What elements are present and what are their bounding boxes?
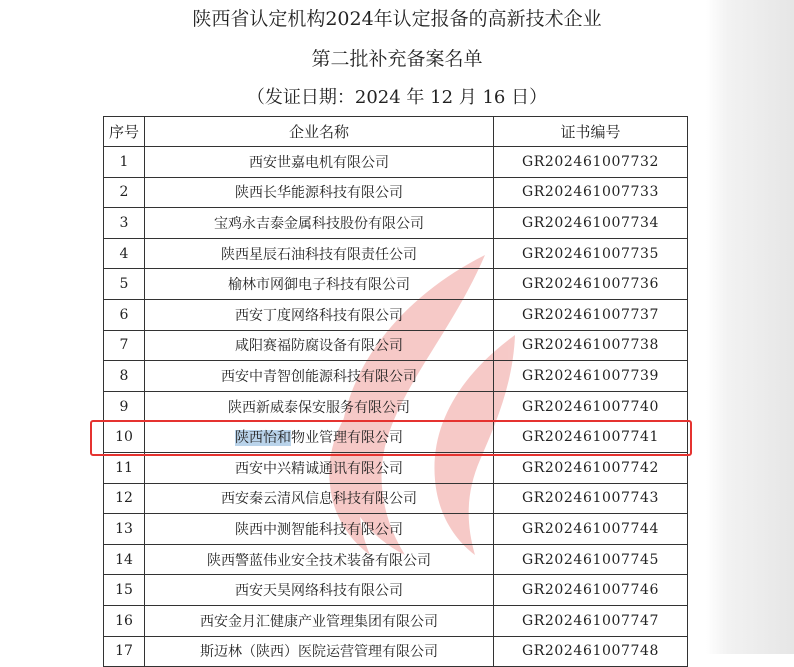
table-row	[104, 299, 688, 330]
row-cert-number[interactable]: GR202461007739	[494, 361, 688, 392]
row-company-name[interactable]: 斯迈林（陕西）医院运营管理有限公司	[145, 636, 494, 667]
row-company-name[interactable]: 西安秦云清风信息科技有限公司	[145, 483, 494, 514]
row-company-name[interactable]: 宝鸡永吉泰金属科技股份有限公司	[145, 208, 494, 239]
row-cert-number[interactable]: GR202461007746	[494, 575, 688, 606]
row-company-name[interactable]: 西安金月汇健康产业管理集团有限公司	[145, 605, 494, 636]
row-company-name[interactable]: 陕西长华能源科技有限公司	[145, 177, 494, 208]
header-company-name: 企业名称	[145, 117, 494, 147]
header-cert-number: 证书编号	[494, 117, 688, 147]
row-cert-number[interactable]: GR202461007740	[494, 391, 688, 422]
row-company-name[interactable]: 榆林市网御电子科技有限公司	[145, 269, 494, 300]
row-index: 16	[104, 605, 145, 636]
row-cert-number[interactable]: GR202461007733	[494, 177, 688, 208]
row-index: 17	[104, 636, 145, 667]
row-company-name[interactable]: 西安世嘉电机有限公司	[145, 147, 494, 178]
row-index: 6	[104, 299, 145, 330]
table-row	[104, 575, 688, 606]
row-cert-number[interactable]: GR202461007738	[494, 330, 688, 361]
highlight-annotation-box	[90, 420, 692, 456]
row-index: 5	[104, 269, 145, 300]
table-row	[104, 269, 688, 300]
table-row	[104, 605, 688, 636]
row-company-name[interactable]: 陕西星辰石油科技有限责任公司	[145, 238, 494, 269]
table-header-row	[104, 117, 688, 147]
table-row	[104, 391, 688, 422]
row-cert-number[interactable]: GR202461007737	[494, 299, 688, 330]
table-row	[104, 238, 688, 269]
row-cert-number[interactable]: GR202461007734	[494, 208, 688, 239]
row-index: 14	[104, 544, 145, 575]
table-row	[104, 452, 688, 483]
row-company-name[interactable]: 陕西新威泰保安服务有限公司	[145, 391, 494, 422]
table-row	[104, 544, 688, 575]
selected-text[interactable]: 陕西怡和	[235, 430, 291, 447]
row-index: 12	[104, 483, 145, 514]
row-cert-number[interactable]: GR202461007736	[494, 269, 688, 300]
table-row	[104, 483, 688, 514]
table-row	[104, 208, 688, 239]
company-name-rest: 物业管理有限公司	[291, 430, 403, 447]
row-cert-number[interactable]: GR202461007745	[494, 544, 688, 575]
enterprise-table	[103, 116, 688, 667]
row-company-name[interactable]: 西安天昊网络科技有限公司	[145, 575, 494, 606]
row-index: 9	[104, 391, 145, 422]
row-company-name[interactable]: 西安中青智创能源科技有限公司	[145, 361, 494, 392]
row-index: 1	[104, 147, 145, 178]
row-index: 10	[104, 422, 145, 453]
row-index: 8	[104, 361, 145, 392]
row-cert-number[interactable]: GR202461007747	[494, 605, 688, 636]
document-subtitle: 第二批补充备案名单	[311, 48, 483, 70]
header-index: 序号	[104, 117, 145, 147]
row-cert-number[interactable]: GR202461007735	[494, 238, 688, 269]
row-company-name[interactable]: 陕西中测智能科技有限公司	[145, 514, 494, 545]
row-index: 7	[104, 330, 145, 361]
row-company-name[interactable]: 咸阳赛福防腐设备有限公司	[145, 330, 494, 361]
row-cert-number[interactable]: GR202461007744	[494, 514, 688, 545]
row-company-name[interactable]: 陕西警蓝伟业安全技术装备有限公司	[145, 544, 494, 575]
table-row	[104, 177, 688, 208]
row-company-name[interactable]: 西安中兴精诚通讯有限公司	[145, 452, 494, 483]
table-row	[104, 147, 688, 178]
row-index: 11	[104, 452, 145, 483]
issue-date: （发证日期：2024 年 12 月 16 日）	[246, 87, 548, 108]
row-index: 15	[104, 575, 145, 606]
table-row	[104, 514, 688, 545]
row-index: 13	[104, 514, 145, 545]
table-row	[104, 361, 688, 392]
table-row	[104, 636, 688, 667]
row-cert-number[interactable]: GR202461007741	[494, 422, 688, 453]
row-cert-number[interactable]: GR202461007742	[494, 452, 688, 483]
row-cert-number[interactable]: GR202461007732	[494, 147, 688, 178]
row-cert-number[interactable]: GR202461007743	[494, 483, 688, 514]
row-cert-number[interactable]: GR202461007748	[494, 636, 688, 667]
document-title: 陕西省认定机构2024年认定报备的高新技术企业	[192, 8, 602, 30]
row-index: 3	[104, 208, 145, 239]
row-index: 2	[104, 177, 145, 208]
row-company-name[interactable]: 西安丁度网络科技有限公司	[145, 299, 494, 330]
row-index: 4	[104, 238, 145, 269]
table-row	[104, 330, 688, 361]
